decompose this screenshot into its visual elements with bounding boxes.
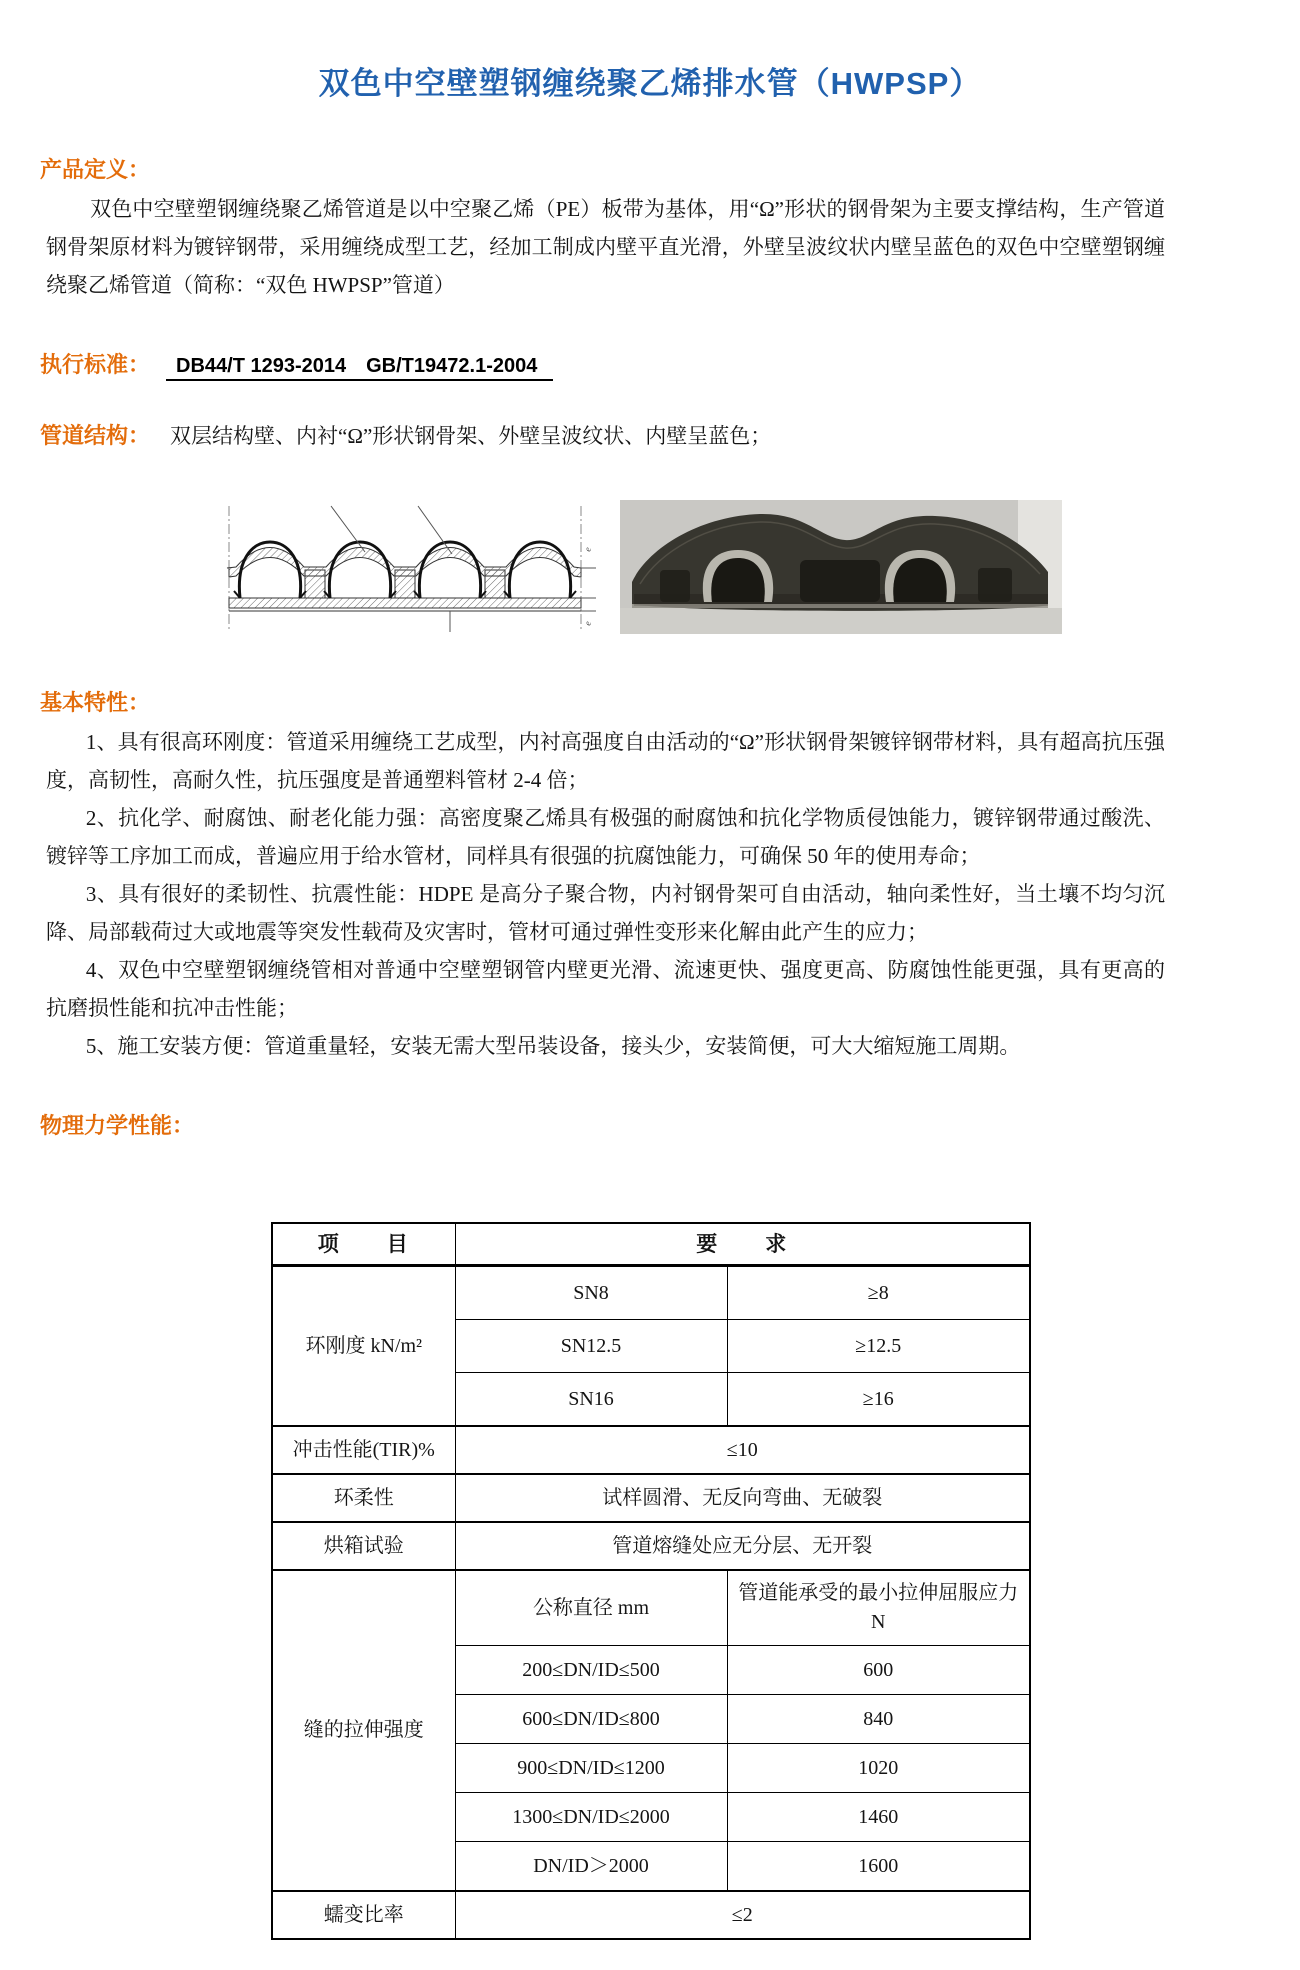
section-label-features: 基本特性： <box>40 690 151 715</box>
cell-sn12-value: ≥12.5 <box>727 1320 1030 1373</box>
header-cell-requirement: 要 求 <box>455 1223 1030 1266</box>
section-label-structure: 管道结构： <box>40 423 151 448</box>
section-label-standard: 执行标准： <box>40 352 151 377</box>
cell-impact-label: 冲击性能(TIR)% <box>272 1426 455 1474</box>
feature-item-4: 4、双色中空壁塑钢缠绕管相对普通中空壁塑钢管内壁更光滑、流速更快、强度更高、防腐蚀性能更强，具有更高的抗磨损性能和抗冲击性能； <box>46 958 1165 1020</box>
cell-seam-tensile-label: 缝的拉伸强度 <box>272 1570 455 1891</box>
section-label-physical: 物理力学性能： <box>40 1113 195 1138</box>
cell-dn-range-5: DN/ID＞2000 <box>455 1842 727 1892</box>
cell-sn12: SN12.5 <box>455 1320 727 1373</box>
cell-sn16-value: ≥16 <box>727 1373 1030 1427</box>
table-row <box>272 1891 1030 1939</box>
cell-dn-range-3: 900≤DN/ID≤1200 <box>455 1744 727 1793</box>
cell-ring-flex-value: 试样圆滑、无反向弯曲、无破裂 <box>455 1474 1030 1522</box>
cell-sn8: SN8 <box>455 1266 727 1320</box>
cell-ring-flex-label: 环柔性 <box>272 1474 455 1522</box>
page-title: 双色中空壁塑钢缠绕聚乙烯排水管（HWPSP） <box>318 66 982 101</box>
table-row <box>272 1570 1030 1646</box>
cell-dn-range-2: 600≤DN/ID≤800 <box>455 1695 727 1744</box>
table-header-row <box>272 1223 1030 1266</box>
cell-diameter-header: 公称直径 mm <box>455 1570 727 1646</box>
cell-creep-value: ≤2 <box>455 1891 1030 1939</box>
cell-sn8-value: ≥8 <box>727 1266 1030 1320</box>
figures-row <box>213 494 1300 634</box>
cell-dn-value-1: 600 <box>727 1646 1030 1695</box>
cell-dn-value-2: 840 <box>727 1695 1030 1744</box>
physical-properties-table <box>271 1222 1031 1940</box>
feature-item-1: 1、具有很高环刚度：管道采用缠绕工艺成型，内衬高强度自由活动的“Ω”形状钢骨架镀锌钢带材料，具有超高抗压强度，高韧性，高耐久性，抗压强度是普通塑料管材 2-4 倍； <box>46 730 1165 792</box>
table-row <box>272 1426 1030 1474</box>
cell-dn-value-5: 1600 <box>727 1842 1030 1892</box>
cell-force-header: 管道能承受的最小拉伸屈服应力 N <box>727 1570 1030 1646</box>
section-label-definition: 产品定义： <box>40 157 151 182</box>
pipe-cross-section-drawing-icon <box>213 494 598 634</box>
cell-oven-label: 烘箱试验 <box>272 1522 455 1570</box>
svg-text:e: e <box>582 620 593 627</box>
structure-description: 双层结构壁、内衬“Ω”形状钢骨架、外壁呈波纹状、内壁呈蓝色； <box>170 424 772 448</box>
features-list <box>46 723 1165 1065</box>
header-cell-item: 项 目 <box>272 1223 455 1266</box>
feature-item-3: 3、具有很好的柔韧性、抗震性能：HDPE 是高分子聚合物，内衬钢骨架可自由活动，轴向柔性好，当土壤不均匀沉降、局部载荷过大或地震等突发性载荷及灾害时，管材可通过弹性变形来化解由此产生的应力； <box>46 882 1165 944</box>
cell-dn-value-3: 1020 <box>727 1744 1030 1793</box>
feature-item-5: 5、施工安装方便：管道重量轻，安装无需大型吊装设备，接头少，安装简便，可大大缩短施工周期。 <box>85 1034 1021 1058</box>
definition-paragraph: 双色中空壁塑钢缠绕聚乙烯管道是以中空聚乙烯（PE）板带为基体，用“Ω”形状的钢骨架为主要支撑结构，生产管道钢骨架原材料为镀锌钢带，采用缠绕成型工艺，经加工制成内壁平直光滑，外壁呈波纹状内壁呈蓝色的双色中空壁塑钢缠绕聚乙烯管道（简称：“双色 HWPSP”管道） <box>46 197 1165 297</box>
table-row <box>272 1474 1030 1522</box>
pipe-sample-photo-icon <box>620 500 1062 634</box>
cell-dn-range-1: 200≤DN/ID≤500 <box>455 1646 727 1695</box>
table-row <box>272 1522 1030 1570</box>
standard-codes: DB44/T 1293-2014 GB/T19472.1-2004 <box>166 355 553 381</box>
cell-dn-value-4: 1460 <box>727 1793 1030 1842</box>
cell-dn-range-4: 1300≤DN/ID≤2000 <box>455 1793 727 1842</box>
cell-ring-stiffness-label: 环刚度 kN/m² <box>272 1266 455 1427</box>
table-row <box>272 1266 1030 1320</box>
cell-sn16: SN16 <box>455 1373 727 1427</box>
cell-oven-value: 管道熔缝处应无分层、无开裂 <box>455 1522 1030 1570</box>
cell-impact-value: ≤10 <box>455 1426 1030 1474</box>
cell-creep-label: 蠕变比率 <box>272 1891 455 1939</box>
svg-text:e: e <box>582 546 593 553</box>
feature-item-2: 2、抗化学、耐腐蚀、耐老化能力强：高密度聚乙烯具有极强的耐腐蚀和抗化学物质侵蚀能力，镀锌钢带通过酸洗、镀锌等工序加工而成，普遍应用于给水管材，同样具有很强的抗腐蚀能力，可确保 50 年的使用寿命； <box>46 806 1165 868</box>
